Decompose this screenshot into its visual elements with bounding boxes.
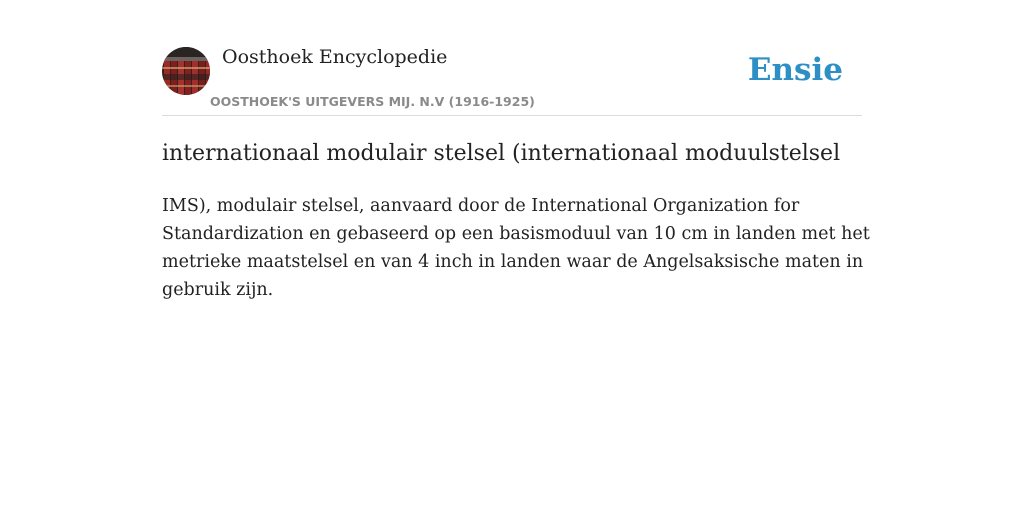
article-body-line: IMS), modulair stelsel, aanvaard door de International Organization for bbox=[162, 196, 800, 216]
article-title: internationaal modulair stelsel (internationaal moduulstelsel bbox=[162, 141, 841, 166]
source-avatar[interactable] bbox=[162, 47, 210, 95]
article-body-line: gebruik zijn. bbox=[162, 280, 274, 300]
source-subtitle: OOSTHOEK'S UITGEVERS MIJ. N.V (1916-1925) bbox=[210, 94, 535, 109]
article-body-line: metrieke maatstelsel en van 4 inch in landen waar de Angelsaksische maten in bbox=[162, 252, 864, 272]
brand-logo[interactable]: Ensie bbox=[747, 52, 843, 88]
source-title[interactable]: Oosthoek Encyclopedie bbox=[222, 46, 448, 68]
source-header bbox=[162, 40, 862, 116]
article-body bbox=[162, 192, 870, 304]
article-body-line: Standardization en gebaseerd op een basismoduul van 10 cm in landen met het bbox=[162, 224, 870, 244]
